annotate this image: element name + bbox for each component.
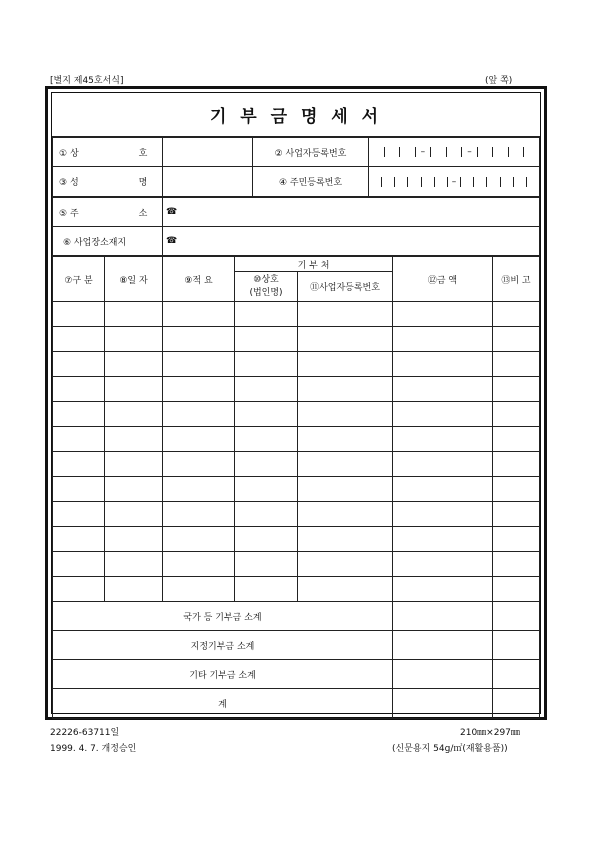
table-cell[interactable] [105, 352, 163, 377]
telephone-icon: ☎ [166, 236, 178, 246]
address-field[interactable] [163, 198, 540, 227]
table-cell[interactable] [105, 552, 163, 577]
form-title: 기 부 금 명 세 서 [52, 93, 540, 137]
table-cell[interactable] [493, 352, 540, 377]
subtotal-row [53, 660, 540, 689]
subtotal-label: 지정기부금 소계 [53, 631, 393, 660]
subtotal-amount[interactable] [393, 689, 493, 719]
business-number-label: ② 사업자등록번호 [253, 138, 369, 167]
table-cell[interactable] [53, 427, 105, 452]
table-cell[interactable] [235, 302, 298, 327]
table-cell[interactable] [235, 427, 298, 452]
table-cell[interactable] [493, 402, 540, 427]
table-cell[interactable] [493, 452, 540, 477]
table-cell[interactable] [235, 477, 298, 502]
table-cell[interactable] [393, 552, 493, 577]
table-cell[interactable] [105, 327, 163, 352]
table-cell[interactable] [393, 327, 493, 352]
table-cell[interactable] [235, 527, 298, 552]
donation-table [52, 256, 540, 719]
table-cell[interactable] [105, 302, 163, 327]
table-cell[interactable] [393, 377, 493, 402]
resident-number-label: ④ 주민등록번호 [253, 167, 369, 197]
col-note-header: ⑬비 고 [493, 257, 540, 302]
table-cell[interactable] [493, 527, 540, 552]
table-row [53, 477, 540, 502]
table-cell[interactable] [53, 352, 105, 377]
col-recipient-name-header: ⑩상호 (법인명) [235, 272, 298, 302]
table-cell[interactable] [393, 577, 493, 602]
table-cell[interactable] [393, 452, 493, 477]
representative-field[interactable] [163, 167, 253, 197]
table-cell[interactable] [105, 402, 163, 427]
table-cell[interactable] [53, 377, 105, 402]
donation-form [45, 86, 547, 720]
subtotal-label: 국가 등 기부금 소계 [53, 602, 393, 631]
table-cell[interactable] [493, 477, 540, 502]
table-cell[interactable] [493, 327, 540, 352]
table-cell[interactable] [298, 502, 393, 527]
table-row [53, 427, 540, 452]
table-row [53, 452, 540, 477]
table-row [53, 377, 540, 402]
table-cell[interactable] [298, 477, 393, 502]
table-cell[interactable] [493, 427, 540, 452]
table-row [53, 552, 540, 577]
table-cell[interactable] [235, 577, 298, 602]
table-row [53, 327, 540, 352]
table-row [53, 527, 540, 552]
table-cell[interactable] [53, 327, 105, 352]
table-cell[interactable] [53, 502, 105, 527]
table-cell[interactable] [105, 452, 163, 477]
table-cell[interactable] [393, 527, 493, 552]
table-cell[interactable] [298, 577, 393, 602]
table-cell[interactable] [393, 402, 493, 427]
table-cell[interactable] [105, 502, 163, 527]
subtotal-note[interactable] [493, 631, 540, 660]
table-cell[interactable] [105, 527, 163, 552]
table-cell[interactable] [53, 577, 105, 602]
table-row [53, 502, 540, 527]
telephone-icon: ☎ [166, 207, 178, 217]
table-cell[interactable] [235, 402, 298, 427]
table-cell[interactable] [163, 477, 235, 502]
table-row [53, 577, 540, 602]
paper-spec: (신문용지 54g/㎡(재활용품)) [392, 744, 508, 754]
table-cell[interactable] [493, 502, 540, 527]
table-cell[interactable] [393, 302, 493, 327]
company-name-field[interactable] [163, 138, 253, 167]
table-cell[interactable] [298, 377, 393, 402]
table-cell[interactable] [163, 377, 235, 402]
table-cell[interactable] [298, 352, 393, 377]
table-cell[interactable] [298, 552, 393, 577]
paper-size: 210㎜×297㎜ [460, 728, 520, 738]
table-cell[interactable] [53, 552, 105, 577]
recipient-group-header: 기 부 처 [235, 257, 393, 272]
table-row [53, 352, 540, 377]
table-cell[interactable] [298, 527, 393, 552]
table-cell[interactable] [235, 502, 298, 527]
site-address-label: ⑥ 사업장소재지 [53, 227, 163, 256]
resident-number-field[interactable]: – [369, 167, 540, 197]
subtotal-note[interactable] [493, 660, 540, 689]
col-amount-header: ⑫금 액 [393, 257, 493, 302]
table-cell[interactable] [163, 527, 235, 552]
table-cell[interactable] [53, 527, 105, 552]
table-cell[interactable] [53, 402, 105, 427]
table-cell[interactable] [298, 427, 393, 452]
table-cell[interactable] [493, 302, 540, 327]
col-date-header: ⑧일 자 [105, 257, 163, 302]
table-cell[interactable] [393, 477, 493, 502]
form-number: [별지 제45호서식] [50, 76, 124, 86]
table-cell[interactable] [235, 452, 298, 477]
representative-label: ③ 성 명 [53, 167, 163, 197]
table-cell[interactable] [298, 452, 393, 477]
address-table [52, 197, 540, 256]
col-description-header: ⑨적 요 [163, 257, 235, 302]
table-cell[interactable] [53, 302, 105, 327]
table-cell[interactable] [298, 302, 393, 327]
table-cell[interactable] [235, 352, 298, 377]
site-address-field[interactable] [163, 227, 540, 256]
table-cell[interactable] [163, 402, 235, 427]
table-cell[interactable] [235, 552, 298, 577]
subtotal-row [53, 631, 540, 660]
table-cell[interactable] [493, 377, 540, 402]
approval-date: 1999. 4. 7. 개정승인 [50, 744, 137, 754]
table-cell[interactable] [163, 452, 235, 477]
subtotal-label: 기타 기부금 소계 [53, 660, 393, 689]
table-cell[interactable] [235, 377, 298, 402]
subtotal-amount[interactable] [393, 660, 493, 689]
table-cell[interactable] [393, 427, 493, 452]
table-cell[interactable] [163, 502, 235, 527]
address-label: ⑤ 주 소 [53, 198, 163, 227]
form-code: 22226-63711일 [50, 728, 120, 738]
subtotal-amount[interactable] [393, 631, 493, 660]
col-type-header: ⑦구 분 [53, 257, 105, 302]
table-cell[interactable] [105, 577, 163, 602]
table-cell[interactable] [493, 577, 540, 602]
table-cell[interactable] [298, 327, 393, 352]
table-cell[interactable] [163, 577, 235, 602]
subtotal-row [53, 689, 540, 719]
page-side: (앞 쪽) [485, 76, 513, 86]
table-cell[interactable] [105, 427, 163, 452]
table-cell[interactable] [105, 377, 163, 402]
table-cell[interactable] [163, 352, 235, 377]
table-cell[interactable] [53, 452, 105, 477]
info-table [52, 137, 540, 197]
subtotal-amount[interactable] [393, 602, 493, 631]
table-row [53, 402, 540, 427]
table-cell[interactable] [163, 427, 235, 452]
table-cell[interactable] [235, 327, 298, 352]
subtotal-label: 계 [53, 689, 393, 719]
table-cell[interactable] [105, 477, 163, 502]
table-cell[interactable] [493, 552, 540, 577]
col-recipient-bizno-header: ⑪사업자등록번호 [298, 272, 393, 302]
table-cell[interactable] [298, 402, 393, 427]
table-row [53, 302, 540, 327]
table-cell[interactable] [393, 352, 493, 377]
table-cell[interactable] [163, 327, 235, 352]
subtotal-note[interactable] [493, 602, 540, 631]
business-number-field[interactable]: – – [369, 138, 540, 167]
table-cell[interactable] [163, 302, 235, 327]
subtotal-note[interactable] [493, 689, 540, 719]
table-cell[interactable] [53, 477, 105, 502]
subtotal-row [53, 602, 540, 631]
table-cell[interactable] [393, 502, 493, 527]
company-name-label: ① 상 호 [53, 138, 163, 167]
table-cell[interactable] [163, 552, 235, 577]
